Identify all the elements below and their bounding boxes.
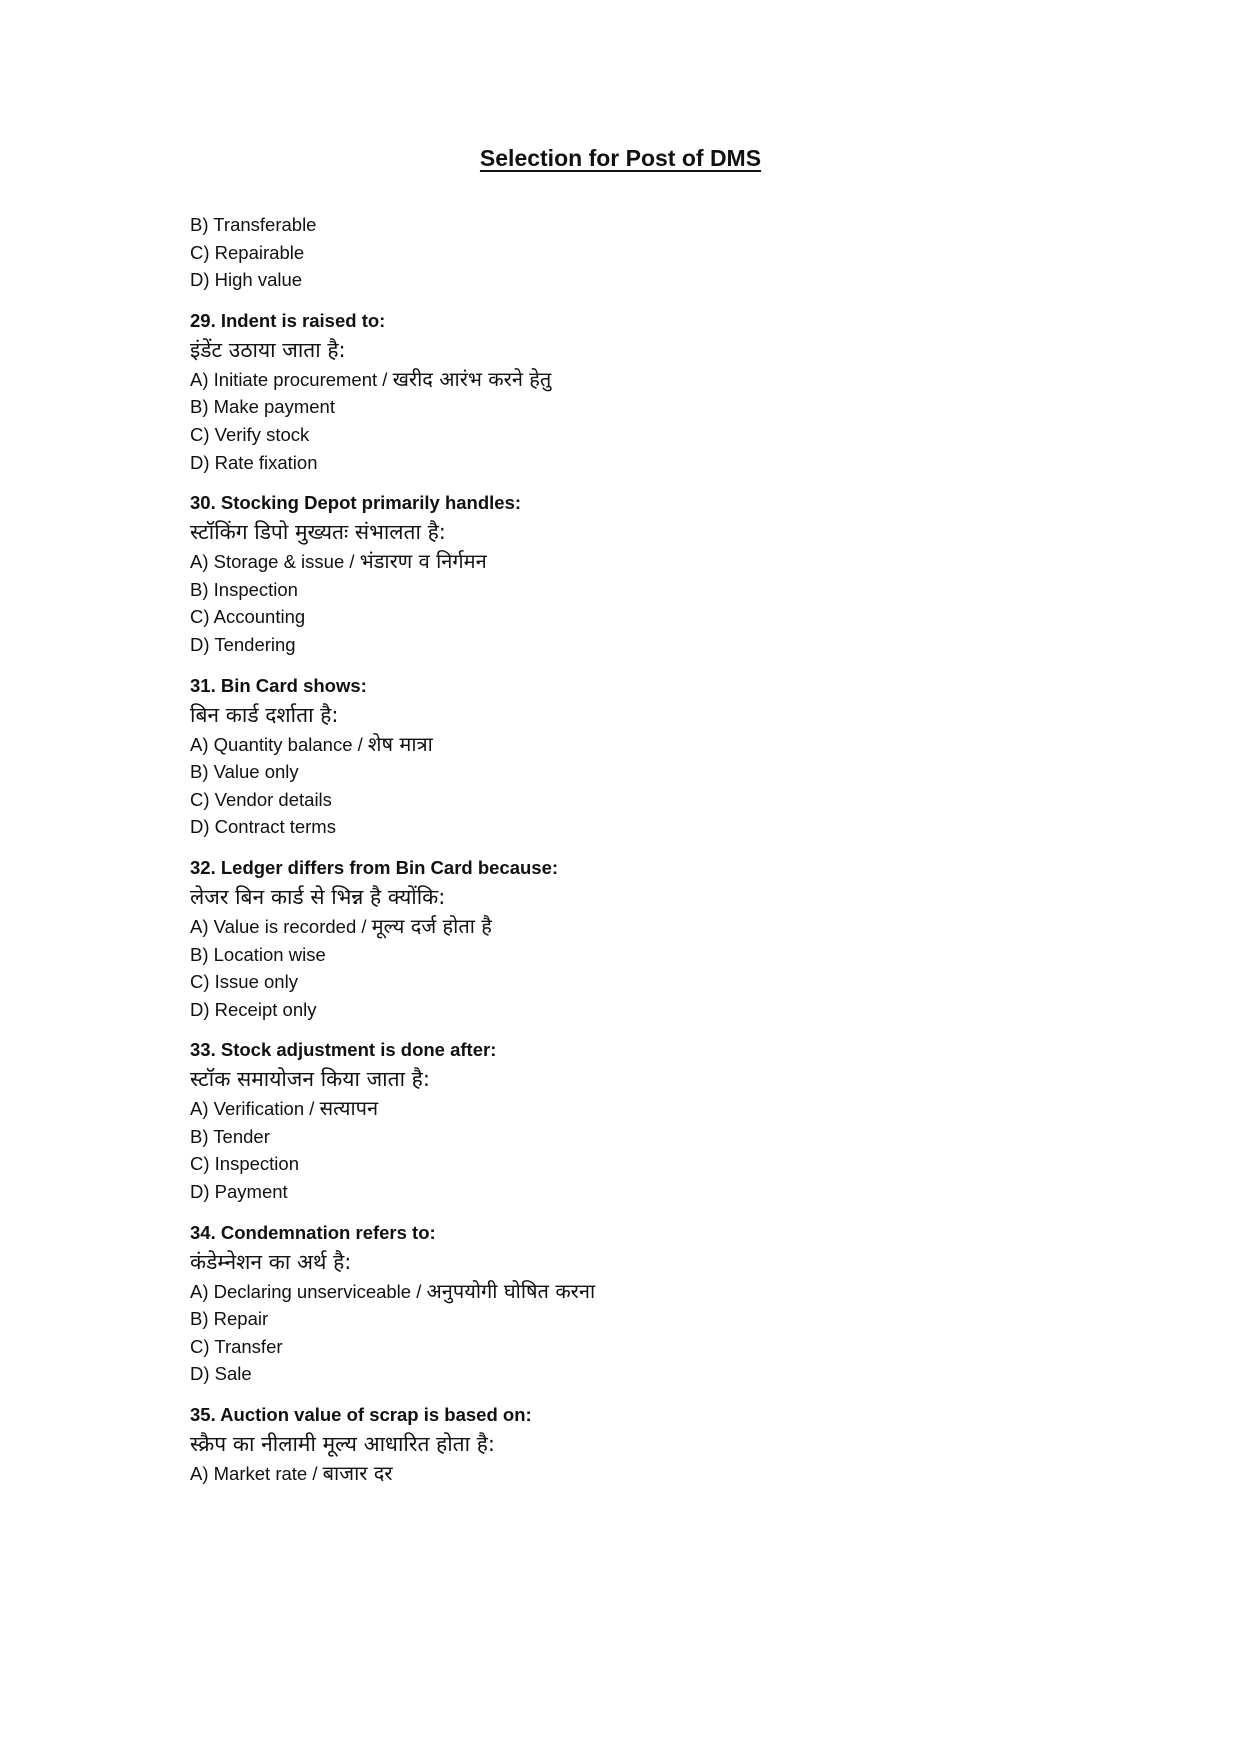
question-32 bbox=[190, 855, 1090, 1023]
question-text-hi: बिन कार्ड दर्शाता है: bbox=[190, 702, 339, 727]
option-a: A) Market rate / बाजार दर bbox=[190, 1461, 393, 1486]
question-text-en: 34. Condemnation refers to: bbox=[190, 1221, 436, 1243]
question-text-en: 30. Stocking Depot primarily handles: bbox=[190, 492, 522, 514]
option-a: A) Initiate procurement / खरीद आरंभ करने हेतु bbox=[190, 366, 552, 391]
carryover-options bbox=[190, 211, 1090, 294]
question-30 bbox=[190, 490, 1090, 658]
page-title-text: Selection for Post of DMS bbox=[479, 145, 762, 171]
option-b: B) Location wise bbox=[190, 943, 326, 965]
option: B) Transferable bbox=[190, 214, 317, 235]
option-a: A) Quantity balance / शेष मात्रा bbox=[190, 731, 433, 756]
option: C) Repairable bbox=[190, 241, 305, 263]
question-35 bbox=[190, 1402, 1090, 1488]
question-text-hi: स्क्रैप का नीलामी मूल्य आधारित होता है: bbox=[190, 1432, 495, 1457]
option-b: B) Repair bbox=[190, 1308, 269, 1330]
option-c: C) Inspection bbox=[190, 1153, 299, 1175]
question-text-en: 32. Ledger differs from Bin Card because: bbox=[190, 856, 559, 878]
option-a: A) Storage & issue / भंडारण व निर्गमन bbox=[190, 549, 487, 574]
option-b: B) Make payment bbox=[190, 396, 335, 418]
option-c: C) Issue only bbox=[190, 971, 298, 993]
option-d: D) Sale bbox=[190, 1363, 252, 1385]
option-c: C) Transfer bbox=[190, 1335, 283, 1357]
question-text-en: 31. Bin Card shows: bbox=[190, 674, 367, 696]
option: D) High value bbox=[190, 269, 303, 291]
option-d: D) Contract terms bbox=[190, 816, 336, 838]
question-33 bbox=[190, 1037, 1090, 1205]
option-d: D) Rate fixation bbox=[190, 451, 318, 473]
option-a: A) Value is recorded / मूल्य दर्ज होता है bbox=[190, 913, 492, 938]
question-31 bbox=[190, 673, 1090, 841]
option-d: D) Tendering bbox=[190, 633, 296, 655]
option-c: C) Accounting bbox=[190, 606, 306, 628]
question-text-hi: लेजर बिन कार्ड से भिन्न है क्योंकि: bbox=[190, 884, 446, 909]
question-34 bbox=[190, 1220, 1090, 1388]
question-text-hi: कंडेम्नेशन का अर्थ है: bbox=[190, 1249, 352, 1274]
option-d: D) Receipt only bbox=[190, 998, 317, 1020]
option-a: A) Declaring unserviceable / अनुपयोगी घोषित करना bbox=[190, 1278, 596, 1303]
option-d: D) Payment bbox=[190, 1181, 288, 1203]
question-text-en: 35. Auction value of scrap is based on: bbox=[190, 1404, 532, 1426]
option-b: B) Inspection bbox=[190, 578, 298, 600]
option-c: C) Vendor details bbox=[190, 788, 332, 810]
question-text-hi: स्टॉक समायोजन किया जाता है: bbox=[190, 1067, 430, 1092]
question-text-hi: इंडेंट उठाया जाता है: bbox=[190, 337, 346, 362]
page-title bbox=[0, 143, 1241, 173]
question-list bbox=[190, 211, 1090, 1488]
option-b: B) Tender bbox=[190, 1125, 270, 1147]
option-c: C) Verify stock bbox=[190, 423, 310, 445]
question-29 bbox=[190, 308, 1090, 476]
question-text-hi: स्टॉकिंग डिपो मुख्यतः संभालता है: bbox=[190, 520, 446, 545]
option-a: A) Verification / सत्यापन bbox=[190, 1096, 379, 1121]
question-text-en: 29. Indent is raised to: bbox=[190, 309, 386, 331]
option-b: B) Value only bbox=[190, 761, 299, 783]
question-text-en: 33. Stock adjustment is done after: bbox=[190, 1039, 497, 1061]
